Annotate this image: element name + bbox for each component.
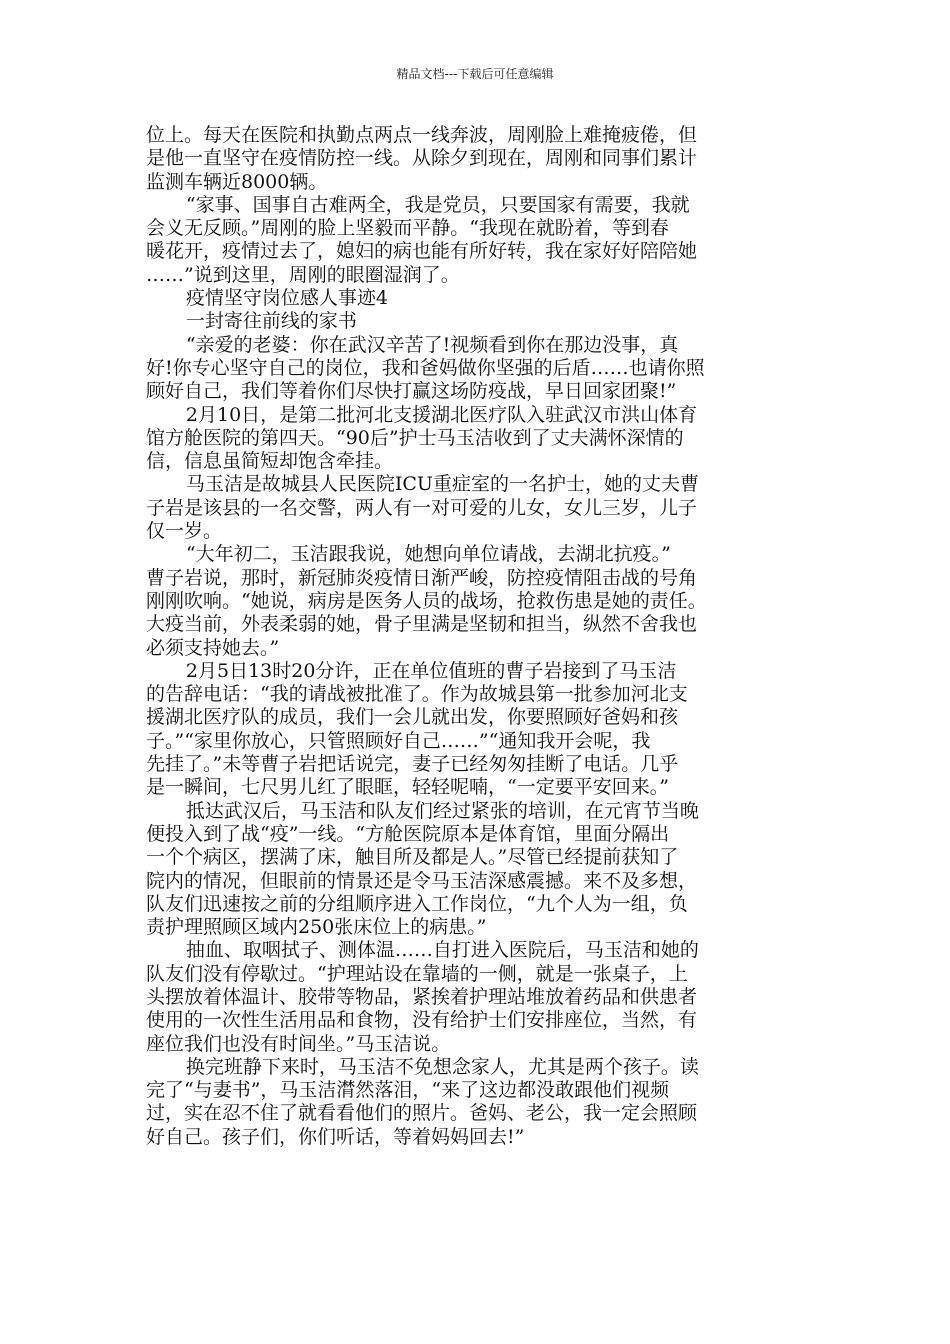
text-line: 的告辞电话：“我的请战被批准了。作为故城县第一批参加河北支 [146, 683, 688, 706]
text-line: 必须支持她去。” [146, 636, 280, 659]
text-line: 援湖北医疗队的成员，我们一会儿就出发，你要照顾好爸妈和孩 [146, 706, 679, 729]
text-line: 过，实在忍不住了就看看他们的照片。爸妈、老公，我一定会照顾 [146, 1102, 698, 1125]
text-line: 便投入到了战“疫”一线。“方舱医院原本是体育馆，里面分隔出 [146, 822, 670, 845]
text-line: 好自己。孩子们，你们听话，等着妈妈回去!” [146, 1125, 525, 1148]
text-line: 队友们没有停歇过。“护理站设在靠墙的一侧，就是一张桌子，上 [146, 962, 688, 985]
text-line: 仅一岁。 [146, 520, 223, 543]
text-line: 曹子岩说，那时，新冠肺炎疫情日渐严峻，防控疫情阻击战的号角 [146, 566, 698, 589]
text-line: 好!你专心坚守自己的岗位，我和爸妈做你坚强的后盾……也请你照 [146, 356, 705, 379]
text-line: 会义无反顾。”周刚的脸上坚毅而平静。“我现在就盼着，等到春 [146, 217, 669, 240]
text-line: 疫情坚守岗位感人事迹4 [185, 287, 388, 310]
text-line: 头摆放着体温计、胶带等物品，紧挨着护理站堆放着药品和供患者 [146, 985, 698, 1008]
document-body [146, 124, 826, 1149]
text-line: 是一瞬间，七尺男儿红了眼眶，轻轻呢喃，“一定要平安回来。” [146, 776, 669, 799]
text-line: 一封寄往前线的家书 [185, 310, 357, 333]
text-line: ……”说到这里，周刚的眼圈湿润了。 [146, 263, 460, 286]
text-line: 抽血、取咽拭子、测体温……自打进入医院后，马玉洁和她的 [185, 939, 699, 962]
text-line: 责护理照顾区域内250张床位上的病患。” [146, 916, 487, 939]
text-line: 刚刚吹响。“她说，病房是医务人员的战场，抢救伤患是她的责任。 [146, 589, 707, 612]
text-line: 位上。每天在医院和执勤点两点一线奔波，周刚脸上难掩疲倦，但 [146, 124, 698, 146]
text-line: 抵达武汉后，马玉洁和队友们经过紧张的培训，在元宵节当晚 [185, 799, 699, 822]
text-line: 队友们迅速按之前的分组顺序进入工作岗位，“九个人为一组，负 [146, 892, 688, 915]
text-line: 顾好自己，我们等着你们尽快打赢这场防疫战，早日回家团聚!” [146, 380, 677, 403]
text-line: 子。”“家里你放心，只管照顾好自己……”“通知我开会呢，我 [146, 729, 651, 752]
text-line: 暖花开，疫情过去了，媳妇的病也能有所好转，我在家好好陪陪她 [146, 240, 698, 263]
text-line: 马玉洁是故城县人民医院ICU重症室的一名护士，她的丈夫曹 [185, 473, 699, 496]
text-line: 一个个病区，摆满了床，触目所及都是人。”尽管已经提前获知了 [146, 846, 679, 869]
text-line: “家事、国事自古难两全，我是党员，只要国家有需要，我就 [185, 193, 690, 216]
text-line: 2月5日13时20分许，正在单位值班的曹子岩接到了马玉洁 [185, 659, 677, 682]
text-line: 院内的情况，但眼前的情景还是令马玉洁深感震撼。来不及多想， [146, 869, 698, 892]
text-line: 2月10日，是第二批河北支援湖北医疗队入驻武汉市洪山体育 [185, 403, 698, 426]
text-line: 完了“与妻书”，马玉洁潸然落泪，“来了这边都没敢跟他们视频 [146, 1079, 670, 1102]
text-line: “亲爱的老婆：你在武汉辛苦了!视频看到你在那边没事，真 [185, 333, 679, 356]
text-line: 先挂了。”未等曹子岩把话说完，妻子已经匆匆挂断了电话。几乎 [146, 753, 679, 776]
page-header: 精品文档---下载后可任意编辑 [396, 67, 554, 81]
text-line: 座位我们也没有时间坐。”马玉洁说。 [146, 1032, 451, 1055]
text-line: “大年初二，玉洁跟我说，她想向单位请战，去湖北抗疫。” [185, 543, 671, 566]
text-line: 大疫当前，外表柔弱的她，骨子里满是坚韧和担当，纵然不舍我也 [146, 613, 698, 636]
text-line: 是他一直坚守在疫情防控一线。从除夕到现在，周刚和同事们累计 [146, 147, 698, 170]
text-line: 监测车辆近8000辆。 [146, 170, 328, 193]
text-line: 子岩是该县的一名交警，两人有一对可爱的儿女，女儿三岁，儿子 [146, 496, 698, 519]
text-line: 使用的一次性生活用品和食物，没有给护士们安排座位，当然，有 [146, 1009, 698, 1032]
text-line: 换完班静下来时，马玉洁不免想念家人，尤其是两个孩子。读 [185, 1055, 699, 1078]
text-line: 信，信息虽简短却饱含牵挂。 [146, 450, 394, 473]
text-line: 馆方舱医院的第四天。“90后”护士马玉洁收到了丈夫满怀深情的 [146, 426, 684, 449]
